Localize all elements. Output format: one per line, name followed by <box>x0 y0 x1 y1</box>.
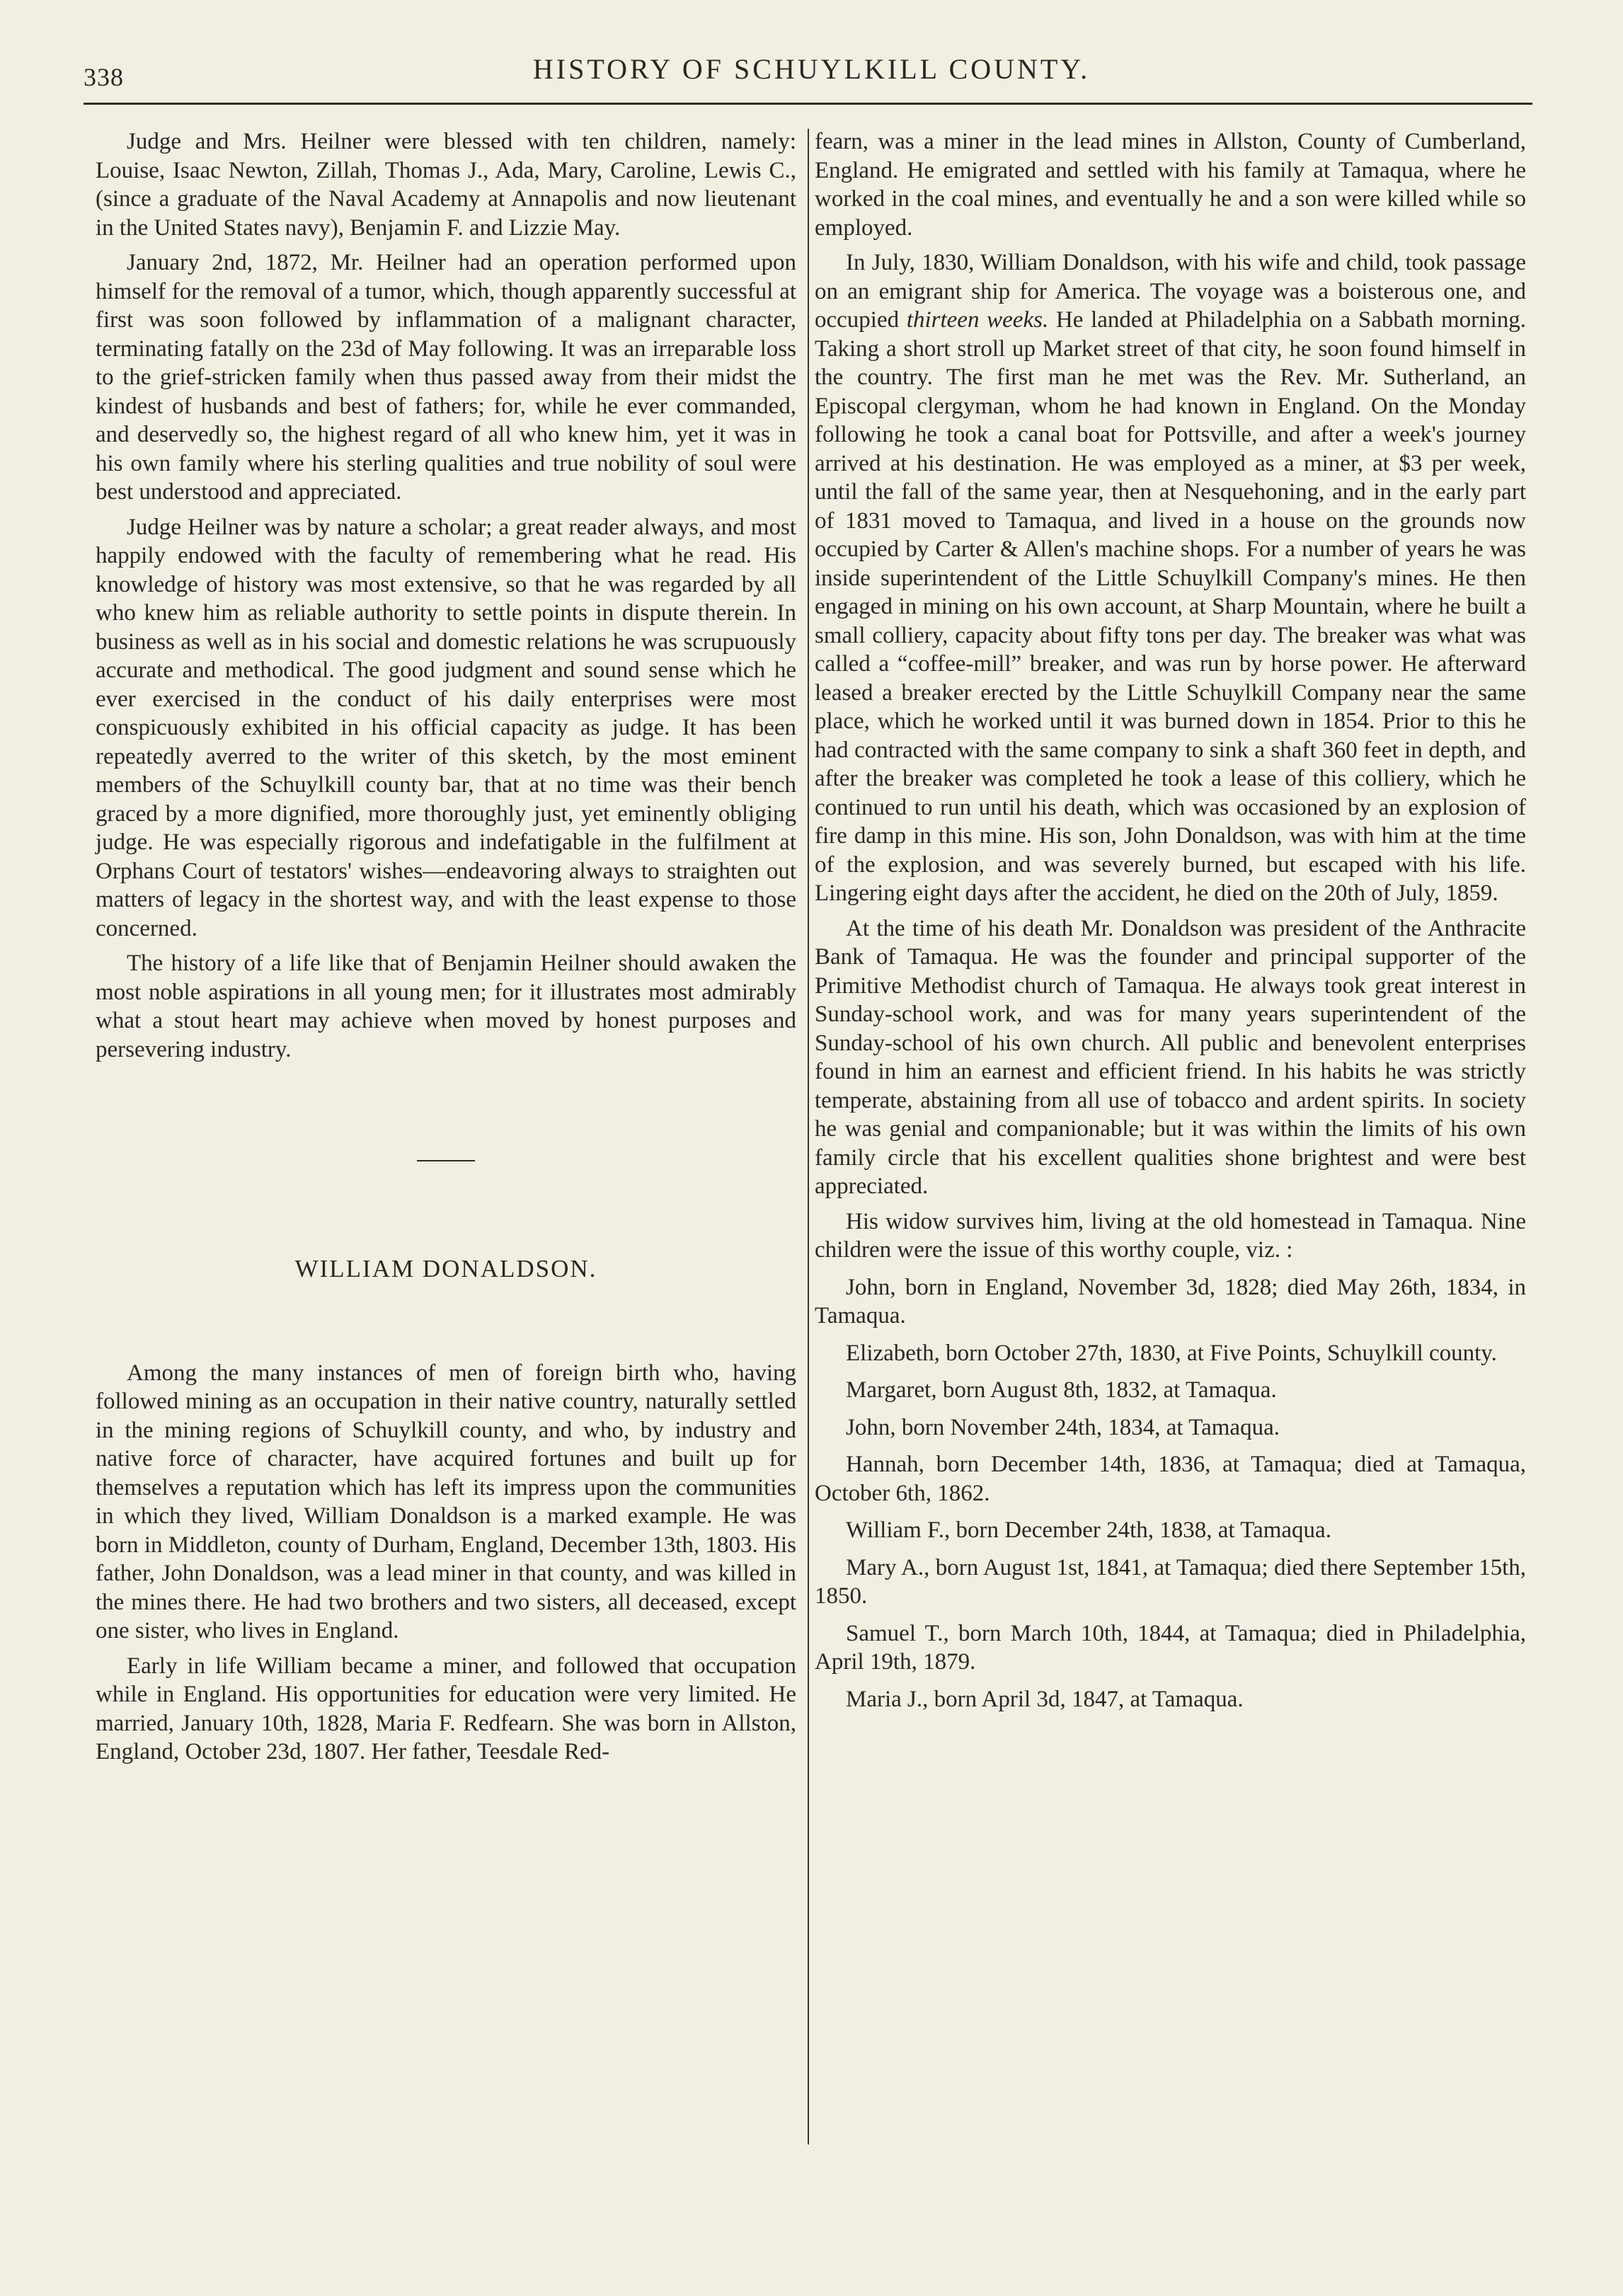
child-entry: William F., born December 24th, 1838, at Tamaqua. <box>846 1517 1331 1543</box>
header-rule <box>84 103 1532 105</box>
column-divider <box>808 129 809 2145</box>
emigration-text-end: He landed at Philadelphia on a Sabbath morning. Taking a short stroll up Market street of that city, he soon found himself in the country. The first man he met was the Rev. Mr. Sutherland, an Episcopal clergyman, whom he had known in England. On the Monday following he took a canal boat for Pottsville, and after a week's journey arrived at his destination. He was employed as a miner, at $3 per week, until the fall of the same year, then at Nesquehoning, and in the early part of 1831 moved to Tamaqua, and lived in a house on the grounds now occupied by Carter & Allen's machine shops. For a number of years he was inside superintendent of the Little Schuylkill Company's mines. He then engaged in mining on his own account, at Sharp Mountain, where he built a small colliery, capacity about fifty tons per day. The breaker was what was called a “coffee-mill” breaker, and was run by horse power. He afterward leased a breaker erected by the Little Schuylkill Company near the same place, which he worked until it was burned down in 1854. Prior to this he had contracted with the same company to sink a shaft 360 feet in depth, and after the breaker was completed he took a lease of this colliery, which he continued to run until his death, which was occasioned by an explosion of fire damp in this mine. His son, John Donaldson, was with him at the time of the explosion, and was severely burned, but escaped with his life. Lingering eight days after the accident, he died on the 20th of July, 1859. <box>815 307 1527 906</box>
child-entry: John, born in England, November 3d, 1828; died May 26th, 1834, in Tamaqua. <box>815 1274 1526 1328</box>
page-number: 338 <box>84 63 124 91</box>
paragraph-death-and-character: At the time of his death Mr. Donaldson was president of the Anthracite Bank of Tamaqua. He was the founder and principal supporter of the Primitive Methodist church of Tamaqua. He always took great interest in Sunday-school work, and was for many years superintendent of the Sunday-school of his own church. All public and benevolent enterprises found in him an earnest and efficient friend. In his habits he was strictly temperate, abstaining from all use of tobacco and ardent spirits. In society he was genial and companionable; but it was within the limits of his own family circle that his excellent qualities shone brightest and were best appreciated. <box>815 915 1526 1199</box>
left-column <box>96 127 796 1767</box>
child-entry: Samuel T., born March 10th, 1844, at Tamaqua; died in Philadelphia, April 19th, 1879. <box>815 1620 1526 1675</box>
paragraph-heilner-scholar: Judge Heilner was by nature a scholar; a great reader always, and most happily endowed with the faculty of remembering what he read. His knowledge of history was most extensive, so that he was regarded by all who knew him as reliable authority to settle points in dispute therein. In business as well as in his social and domestic relations he was scrupuously accurate and methodical. The good judgment and sound sense which he ever exercised in the conduct of his daily enterprises were most conspicuously exhibited in his official capacity as judge. It has been repeatedly averred to the writer of this sketch, by the most eminent members of the Schuylkill county bar, that at no time was their bench graced by a more dignified, more thoroughly just, yet eminently obliging judge. He was especially rigorous and indefatigable in the fulfilment at Orphans Court of testators' wishes—endeavoring always to straighten out matters of legacy in the shortest way, and with the least expense to those concerned. <box>96 514 796 941</box>
child-entry: John, born November 24th, 1834, at Tamaqua. <box>846 1414 1280 1440</box>
paragraph-donaldson-early-life: Early in life William became a miner, and followed that occupation while in England. His opportunities for education were very limited. He married, January 10th, 1828, Maria F. Redfearn. She was born in Allston, England, October 23d, 1807. Her father, Teesdale Red- <box>96 1653 796 1764</box>
paragraph-heilner-closing: The history of a life like that of Benjamin Heilner should awaken the most noble aspirations in all young men; for it illustrates most admirably what a stout heart may achieve when moved by honest purposes and persevering industry. <box>96 951 796 1062</box>
paragraph-redfearn-continued: fearn, was a miner in the lead mines in Allston, County of Cumberland, England. He emigrated and settled with his family at Tamaqua, where he worked in the coal mines, and eventually he and a son were killed while so employed. <box>815 129 1526 241</box>
child-entry: Mary A., born August 1st, 1841, at Tamaqua; died there September 15th, 1850. <box>815 1554 1526 1609</box>
paragraph-widow-children: His widow survives him, living at the old homestead in Tamaqua. Nine children were the issue of this worthy couple, viz. : <box>815 1208 1526 1263</box>
paragraph-heilner-death: January 2nd, 1872, Mr. Heilner had an operation performed upon himself for the removal of a tumor, which, though apparently successful at first was soon followed by inflammation of a malignant character, terminating fatally on the 23d of May following. It was an irreparable loss to the grief-stricken family when thus passed away from their midst the kindest of husbands and best of fathers; for, while he ever commanded, and deservedly so, the highest regard of all who knew him, yet it was in his own family where his sterling qualities and true nobility of soul were best understood and appreciated. <box>96 250 796 505</box>
emigration-italic-text: thirteen weeks. <box>906 307 1049 333</box>
child-entry: Elizabeth, born October 27th, 1830, at Five Points, Schuylkill county. <box>846 1340 1497 1366</box>
child-entry: Hannah, born December 14th, 1836, at Tamaqua; died at Tamaqua, October 6th, 1862. <box>815 1452 1526 1506</box>
section-divider-rule <box>417 1160 475 1161</box>
emigration-text-start: In July, 1830, William Donaldson, with his wife and child, took passage on an emigrant ship for America. The voyage was a boisterous one, and occupied <box>815 250 1526 333</box>
child-entry: Maria J., born April 3d, 1847, at Tamaqua. <box>846 1686 1244 1712</box>
child-entry: Margaret, born August 8th, 1832, at Tamaqua. <box>846 1377 1277 1403</box>
paragraph-donaldson-intro: Among the many instances of men of foreign birth who, having followed mining as an occupation in their native country, naturally settled in the mining regions of Schuylkill county, and who, by industry and native force of character, have acquired fortunes and built up for themselves a reputation which has left its impress upon the communities in which they lived, William Donaldson is a marked example. He was born in Middleton, county of Durham, England, December 13th, 1803. His father, John Donaldson, was a lead miner in that county, and was killed in the mines there. He had two brothers and two sisters, all deceased, except one sister, who lives in England. <box>96 1360 796 1643</box>
running-head: HISTORY OF SCHUYLKILL COUNTY. <box>532 53 1091 85</box>
right-column <box>815 127 1526 1714</box>
section-title: WILLIAM DONALDSON. <box>294 1255 597 1282</box>
paragraph-heilner-children: Judge and Mrs. Heilner were blessed with ten children, namely: Louise, Isaac Newton, Zillah, Thomas J., Ada, Mary, Caroline, Lewis C., (since a graduate of the Naval Academy at Annapolis and now lieutenant in the United States navy), Benjamin F. and Lizzie May. <box>96 129 796 241</box>
paragraph-emigration <box>815 248 1526 908</box>
